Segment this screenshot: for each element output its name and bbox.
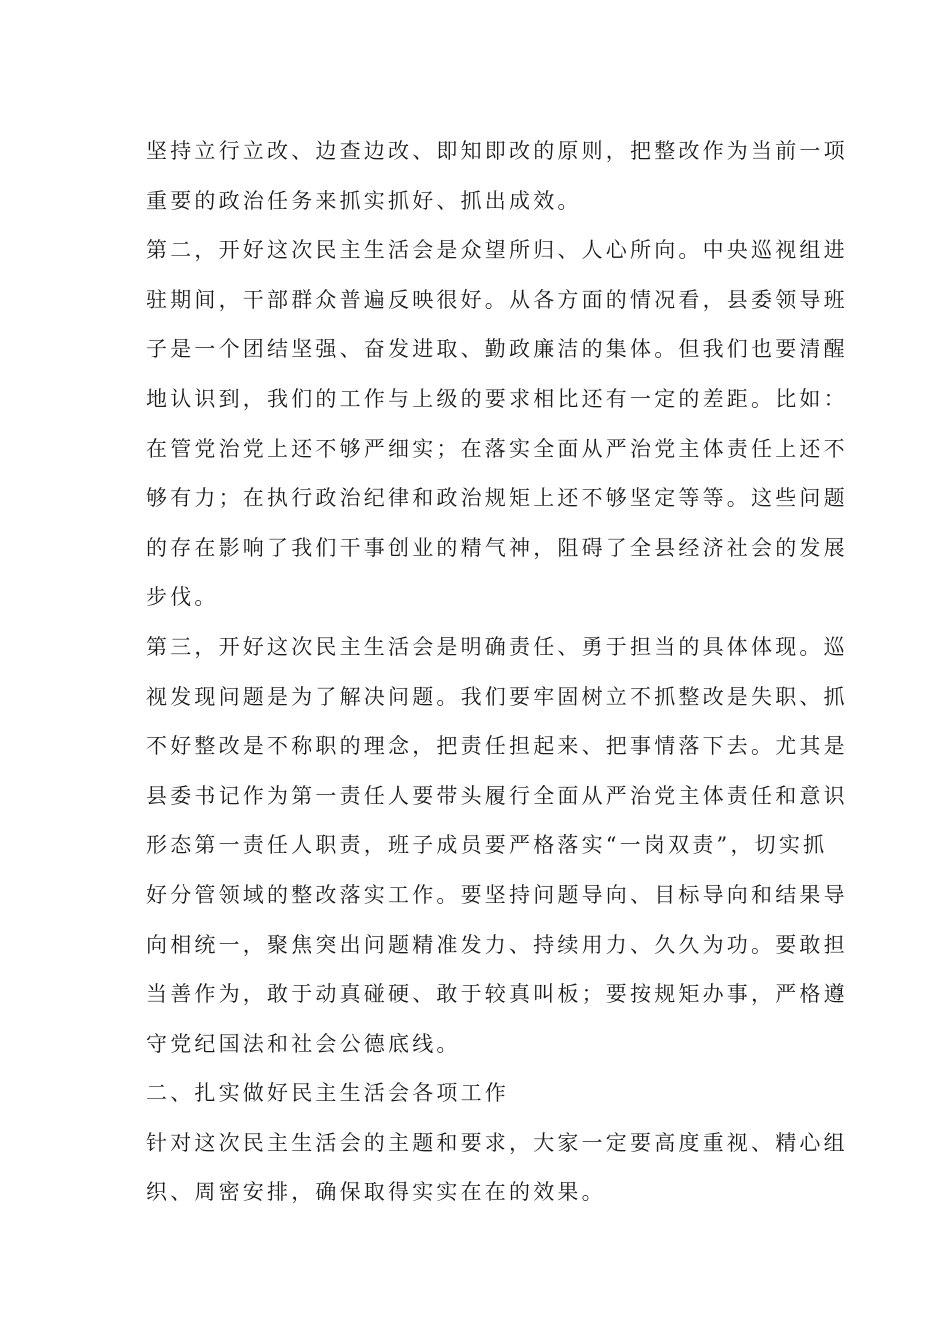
text-line: 地认识到，我们的工作与上级的要求相比还有一定的差距。比如： <box>146 386 848 411</box>
text-line: 坚持立行立改、边查边改、即知即改的原则，把整改作为当前一项 <box>146 139 848 163</box>
paragraph-continuation <box>146 127 848 226</box>
text-line: 在管党治党上还不够严细实；在落实全面从严治党主体责任上还不 <box>146 436 848 461</box>
text-line: 第三，开好这次民主生活会是明确责任、勇于担当的具体体现。巡 <box>146 634 848 659</box>
text-line: 形态第一责任人职责，班子成员要严格落实“一岗双责”，切实抓 <box>146 833 828 858</box>
section-heading <box>146 1069 808 1119</box>
text-line: 视发现问题是为了解决问题。我们要牢固树立不抓整改是失职、抓 <box>146 684 848 709</box>
text-line: 步伐。 <box>146 585 219 610</box>
text-line: 织、周密安排，确保取得实实在在的效果。 <box>146 1180 606 1205</box>
text-line: 够有力；在执行政治纪律和政治规矩上还不够坚定等等。这些问题 <box>146 486 848 511</box>
text-line: 第二，开好这次民主生活会是众望所归、人心所向。中央巡视组进 <box>146 238 848 263</box>
paragraph-second-point <box>146 226 848 623</box>
text-line: 驻期间，干部群众普遍反映很好。从各方面的情况看，县委领导班 <box>146 287 848 312</box>
text-line: 不好整改是不称职的理念，把责任担起来、把事情落下去。尤其是 <box>146 734 848 759</box>
paragraph-section-intro <box>146 1119 848 1218</box>
text-line: 二、扎实做好民主生活会各项工作 <box>146 1081 509 1106</box>
text-line: 重要的政治任务来抓实抓好、抓出成效。 <box>146 188 582 213</box>
paragraph-third-point <box>146 623 848 1069</box>
text-line: 当善作为，敢于动真碰硬、敢于较真叫板；要按规矩办事，严格遵 <box>146 982 848 1007</box>
document-body <box>146 127 848 1218</box>
text-line: 子是一个团结坚强、奋发进取、勤政廉洁的集体。但我们也要清醒 <box>146 337 848 362</box>
text-line: 县委书记作为第一责任人要带头履行全面从严治党主体责任和意识 <box>146 783 848 808</box>
text-line: 好分管领域的整改落实工作。要坚持问题导向、目标导向和结果导 <box>146 882 848 907</box>
text-line: 守党纪国法和社会公德底线。 <box>146 1031 461 1056</box>
text-line: 针对这次民主生活会的主题和要求，大家一定要高度重视、精心组 <box>146 1130 848 1155</box>
text-line: 的存在影响了我们干事创业的精气神，阻碍了全县经济社会的发展 <box>146 535 848 560</box>
text-line: 向相统一，聚焦突出问题精准发力、持续用力、久久为功。要敢担 <box>146 932 848 957</box>
